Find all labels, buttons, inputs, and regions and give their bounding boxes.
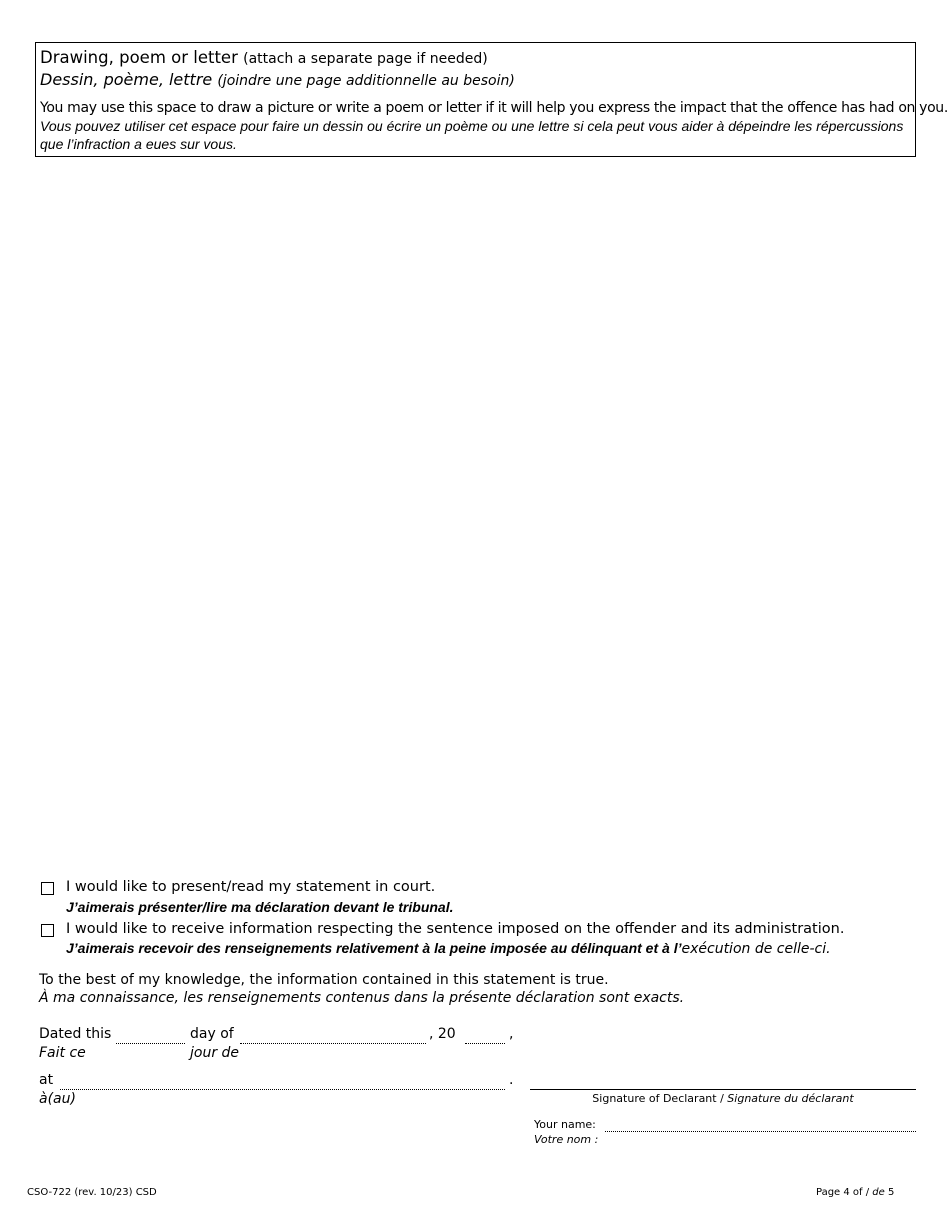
present-statement-label-en: I would like to present/read my statement in court. xyxy=(66,879,436,895)
attestation-fr: À ma connaissance, les renseignements contenus dans la présente déclaration sont exacts. xyxy=(39,990,685,1006)
day-of-label: day of xyxy=(190,1026,234,1042)
present-statement-label-fr: J’aimerais présenter/lire ma déclaration devant le tribunal. xyxy=(66,899,454,915)
receive-info-label-fr: J’aimerais recevoir des renseignements relativement à la peine imposée au délinquant et à l’exécution de celle-ci. xyxy=(66,940,831,957)
signature-label: Signature of Declarant / Signature du déclarant xyxy=(592,1092,854,1105)
place-period: . xyxy=(509,1072,514,1088)
page-number: Page 4 of / de 5 xyxy=(816,1187,895,1198)
section-title-fr-note: (joindre une page additionnelle au besoin) xyxy=(217,73,515,89)
your-name-field[interactable] xyxy=(605,1131,916,1132)
year-field[interactable] xyxy=(465,1043,505,1044)
drawing-area[interactable] xyxy=(35,160,916,870)
section-title-en: Drawing, poem or letter (attach a separate page if needed) xyxy=(40,48,488,67)
place-field[interactable] xyxy=(60,1089,505,1090)
at-label-fr: à(au) xyxy=(39,1091,76,1107)
dated-this-label-fr: Fait ce xyxy=(39,1045,86,1061)
form-id: CSO-722 (rev. 10/23) CSD xyxy=(27,1187,157,1198)
dated-this-label: Dated this xyxy=(39,1026,112,1042)
instruction-fr: Vous pouvez utiliser cet espace pour faire un dessin ou écrire un poème ou une lettre si cela peut vous aider à dépeindre les répercussions que l’infraction a eues sur vous. xyxy=(40,118,904,152)
attestation-en: To the best of my knowledge, the information contained in this statement is true. xyxy=(39,972,609,988)
day-of-label-fr: jour de xyxy=(190,1045,240,1061)
at-label: at xyxy=(39,1072,54,1088)
year-prefix: , 20 xyxy=(429,1026,456,1042)
month-field[interactable] xyxy=(240,1043,426,1044)
section-title-en-note: (attach a separate page if needed) xyxy=(243,51,488,67)
your-name-label-fr: Votre nom : xyxy=(534,1133,599,1146)
instructions-box xyxy=(35,42,948,157)
instruction-en: You may use this space to draw a picture or write a poem or letter if it will help you express the impact that the offence has had on you. xyxy=(40,100,948,116)
present-statement-checkbox[interactable] xyxy=(41,882,54,895)
section-title-fr: Dessin, poème, lettre (joindre une page additionnelle au besoin) xyxy=(40,70,515,89)
day-field[interactable] xyxy=(116,1043,185,1044)
receive-info-label-en: I would like to receive information respecting the sentence imposed on the offender and its administration. xyxy=(66,921,845,937)
receive-info-checkbox[interactable] xyxy=(41,924,54,937)
signature-line[interactable] xyxy=(530,1089,916,1090)
your-name-label: Your name: xyxy=(534,1118,596,1131)
date-comma: , xyxy=(509,1026,514,1042)
